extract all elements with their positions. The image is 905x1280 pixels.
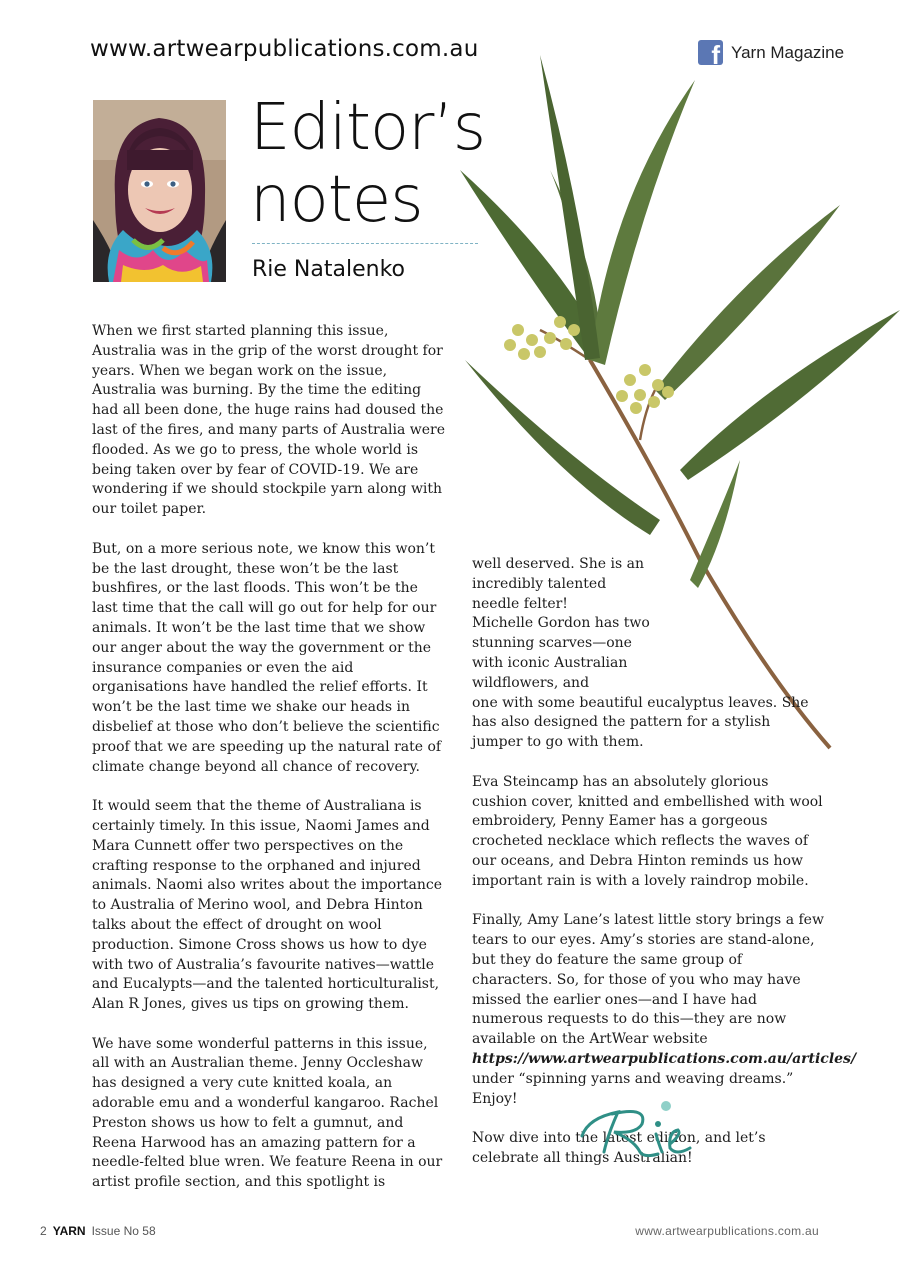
- articles-link[interactable]: https://www.artwearpublications.com.au/articles/: [472, 1050, 857, 1067]
- author-byline: Rie Natalenko: [252, 257, 405, 282]
- page-number: 2: [40, 1224, 47, 1238]
- header-site-url: www.artwearpublications.com.au: [90, 36, 479, 62]
- footer-page-info: [40, 1224, 156, 1238]
- article-column-left: [92, 322, 446, 1213]
- magazine-name: YARN: [52, 1224, 86, 1238]
- footer-site-url: www.artwearpublications.com.au: [635, 1224, 819, 1238]
- article-column-right: [472, 555, 857, 1189]
- paragraph-text: Finally, Amy Lane’s latest little story brings a few tears to our eyes. Amy’s stories are stand-alone, but they do feature the same group of characters. So, for those of you who may have missed the earlier ones—and I have had numerous requests to do this—they are now available on the ArtWear website: [472, 912, 824, 1048]
- paragraph: But, on a more serious note, we know this won’t be the last drought, these won’t be the last bushfires, or the last floods. This won’t be the last time that the call will go out for help for our animals. It won’t be the last time that we show our anger about the way the government or the insurance companies or even the aid organisations have handled the relief efforts. It won’t be the last time we shake our heads in disbelief at those who don’t believe the scientific proof that we are speeding up the natural rate of climate change beyond all chance of recovery.: [92, 540, 442, 775]
- signature: [578, 1098, 698, 1160]
- paragraph: one with some beautiful eucalyptus leaves. She has also designed the pattern for a stylish jumper to go with them.: [472, 694, 809, 751]
- facebook-icon: f: [698, 40, 723, 65]
- paragraph: We have some wonderful patterns in this issue, all with an Australian theme. Jenny Occleshaw has designed a very cute knitted koala, an adorable emu and a wonderful kangaroo. Rachel Preston shows us how to felt a gumnut, and Reena Harwood has an amazing pattern for a needle-felted blue wren. We feature Reena in our artist profile section, and this spotlight is: [92, 1035, 443, 1191]
- paragraph: Eva Steincamp has an absolutely glorious cushion cover, knitted and embellished with wool embroidery, Penny Eamer has a gorgeous crocheted necklace which reflects the waves of our oceans, and Debra Hinton reminds us how important rain is with a lovely raindrop mobile.: [472, 773, 823, 889]
- issue-number: Issue No 58: [91, 1224, 156, 1238]
- page-title-line-2: notes: [250, 163, 423, 237]
- facebook-label: Yarn Magazine: [731, 42, 845, 62]
- paragraph: Now dive into the latest edition, and let’s celebrate all things Australian!: [472, 1130, 766, 1166]
- paragraph-text: under “spinning yarns and weaving dreams.” Enjoy!: [472, 1070, 794, 1107]
- page-title-line-1: Editor’s: [250, 91, 486, 165]
- paragraph-with-link: [472, 911, 857, 1109]
- paragraph: Michelle Gordon has two stunning scarves—one with iconic Australian wildflowers, and: [472, 615, 650, 691]
- paragraph: well deserved. She is an incredibly talented needle felter!: [472, 556, 644, 612]
- editor-portrait: [93, 100, 226, 282]
- paragraph: When we first started planning this issue, Australia was in the grip of the worst drought for years. When we began work on the issue, Australia was burning. By the time the editing had all been done, the huge rains had doused the last of the fires, and many parts of Australia were flooded. As we go to press, the whole world is being taken over by fear of COVID-19. We are wondering if we should stockpile yarn along with our toilet paper.: [92, 323, 445, 518]
- paragraph: It would seem that the theme of Australiana is certainly timely. In this issue, Naomi James and Mara Cunnett offer two perspectives on the crafting response to the orphaned and injured animals. Naomi also writes about the importance to Australia of Merino wool, and Debra Hinton talks about the effect of drought on wool production. Simone Cross shows us how to dye with two of Australia’s favourite natives—wattle and Eucalypts—and the talented horticulturalist, Alan R Jones, gives us tips on growing them.: [92, 798, 442, 1013]
